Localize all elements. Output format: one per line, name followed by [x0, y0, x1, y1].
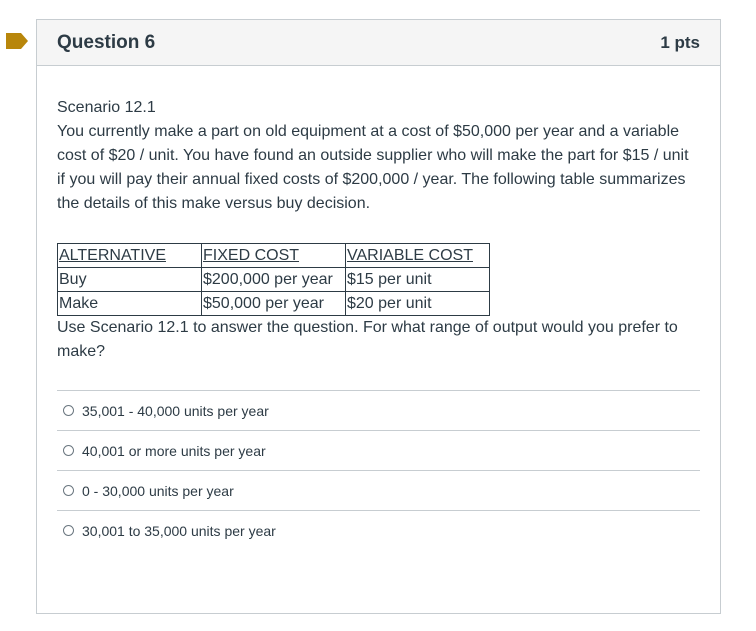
table-cell: Make [58, 292, 202, 316]
table-row [58, 292, 490, 316]
table-header-cell: VARIABLE COST [346, 244, 490, 268]
radio-button[interactable] [63, 525, 74, 536]
answer-label[interactable]: 40,001 or more units per year [82, 442, 266, 459]
answer-option[interactable] [57, 511, 700, 550]
table-header-row [58, 244, 490, 268]
answer-label[interactable]: 0 - 30,000 units per year [82, 482, 234, 499]
answer-option[interactable] [57, 391, 700, 431]
table-header-cell: FIXED COST [202, 244, 346, 268]
question-header [37, 20, 720, 66]
question-prompt: Use Scenario 12.1 to answer the question. For what range of output would you prefer to make? [57, 319, 678, 360]
table-cell: $200,000 per year [202, 268, 346, 292]
answer-option[interactable] [57, 431, 700, 471]
alternatives-table [57, 243, 490, 316]
scenario-text: You currently make a part on old equipment at a cost of $50,000 per year and a variable cost of $20 / unit. You have found an outside supplier who will make the part for $15 / unit if you will pay their annual fixed costs of $200,000 / year. The following table summarizes the details of this make versus buy decision. [57, 123, 689, 212]
table-row [58, 268, 490, 292]
answer-label[interactable]: 35,001 - 40,000 units per year [82, 402, 269, 419]
radio-button[interactable] [63, 445, 74, 456]
question-body [37, 66, 720, 550]
table-cell: Buy [58, 268, 202, 292]
table-cell: $50,000 per year [202, 292, 346, 316]
scenario-title: Scenario 12.1 [57, 99, 156, 116]
table-cell: $20 per unit [346, 292, 490, 316]
flag-question-icon[interactable] [6, 33, 28, 49]
question-title: Question 6 [57, 31, 156, 53]
answer-list [57, 390, 700, 550]
radio-button[interactable] [63, 485, 74, 496]
table-cell: $15 per unit [346, 268, 490, 292]
table-header-cell: ALTERNATIVE [58, 244, 202, 268]
answer-option[interactable] [57, 471, 700, 511]
radio-button[interactable] [63, 405, 74, 416]
question-card [36, 19, 721, 614]
question-points: 1 pts [660, 32, 700, 52]
answer-label[interactable]: 30,001 to 35,000 units per year [82, 522, 276, 539]
